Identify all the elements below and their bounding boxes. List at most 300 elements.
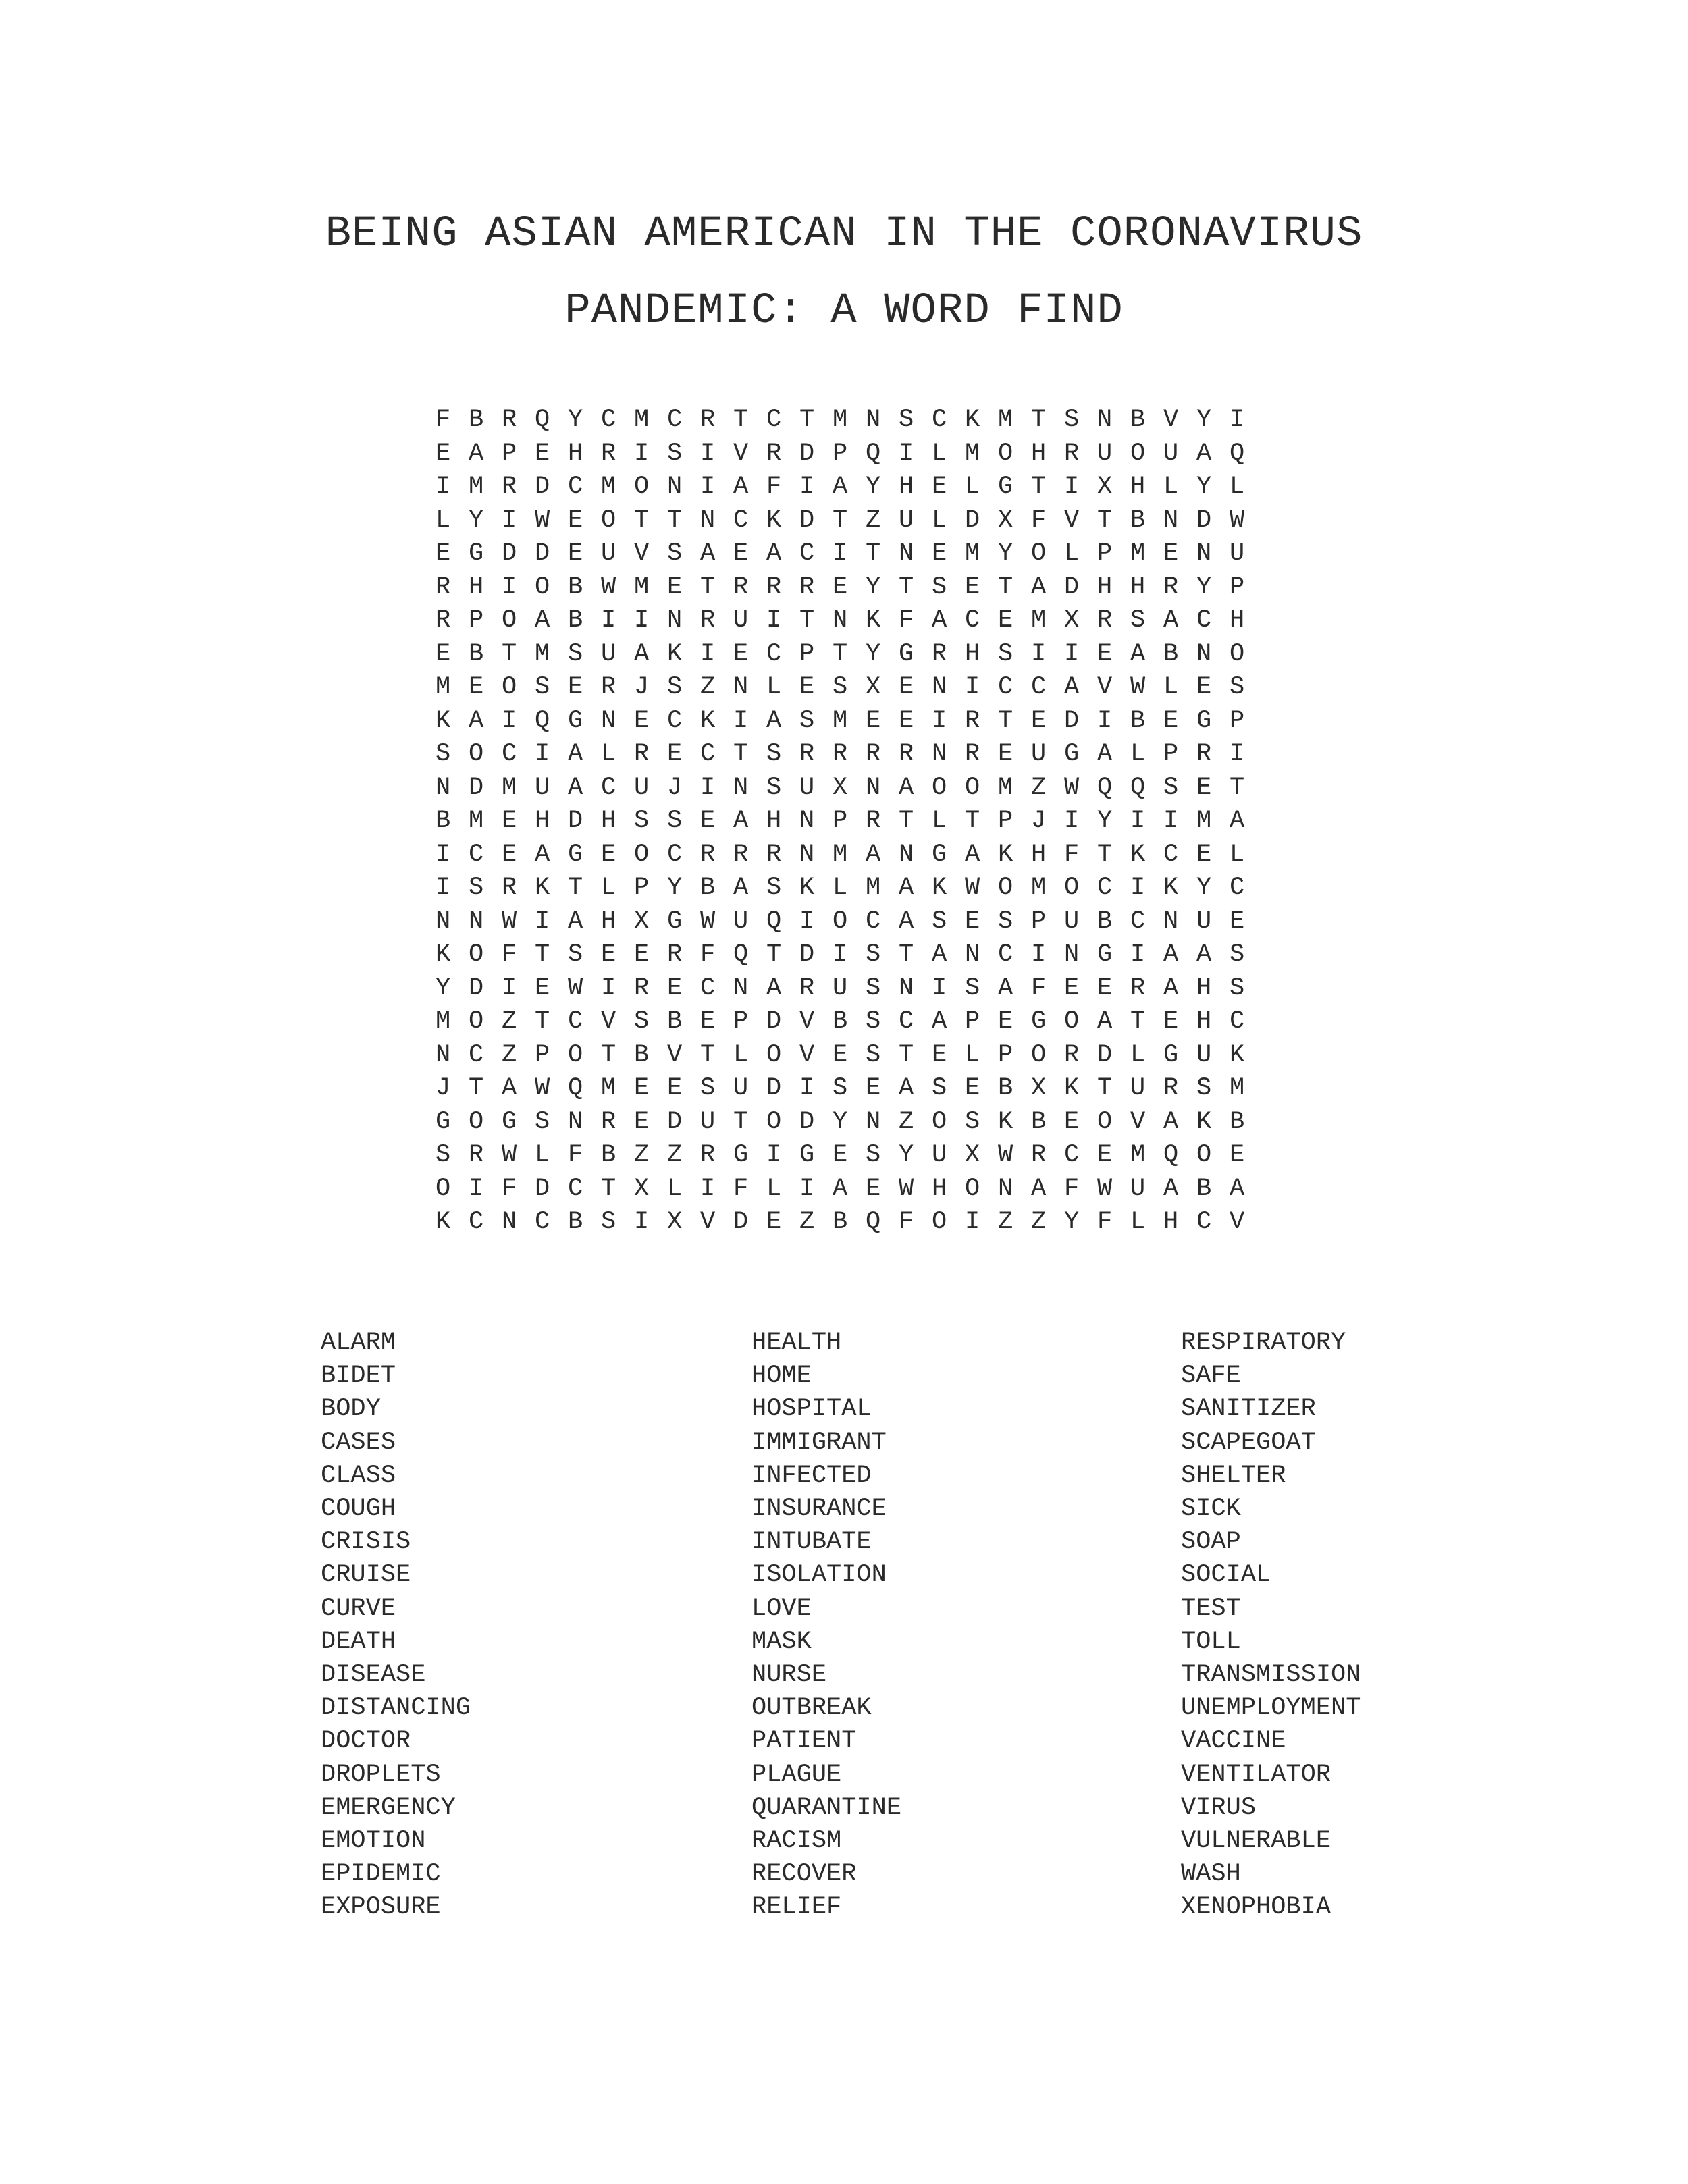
- grid-letter: I: [700, 773, 716, 802]
- grid-letter: C: [568, 1007, 583, 1036]
- grid-letter: A: [1196, 940, 1212, 969]
- word-list-item: OUTBREAK: [751, 1694, 872, 1723]
- grid-row: [436, 1173, 1263, 1206]
- grid-letter: S: [1230, 974, 1245, 1003]
- grid-letter: B: [1130, 506, 1146, 535]
- grid-letter: E: [1064, 974, 1080, 1003]
- word-list-item: TOLL: [1181, 1627, 1241, 1656]
- grid-letter: R: [502, 874, 517, 902]
- grid-letter: A: [766, 539, 782, 568]
- grid-letter: T: [1130, 1007, 1146, 1036]
- grid-letter: E: [965, 907, 980, 936]
- grid-letter: N: [899, 974, 914, 1003]
- grid-letter: I: [965, 673, 980, 701]
- grid-letter: I: [833, 539, 848, 568]
- grid-row: [436, 705, 1263, 739]
- grid-letter: C: [1031, 673, 1047, 701]
- grid-letter: D: [502, 539, 517, 568]
- grid-letter: K: [998, 1107, 1013, 1136]
- grid-letter: O: [535, 572, 550, 602]
- grid-letter: G: [799, 1141, 815, 1169]
- grid-letter: T: [998, 572, 1013, 602]
- grid-letter: I: [932, 974, 947, 1003]
- grid-letter: I: [535, 740, 550, 768]
- grid-letter: S: [568, 940, 583, 969]
- grid-letter: E: [601, 940, 616, 969]
- grid-letter: C: [1163, 840, 1179, 869]
- grid-letter: G: [1163, 1040, 1179, 1069]
- grid-letter: O: [766, 1107, 782, 1136]
- grid-letter: U: [634, 773, 650, 802]
- grid-letter: R: [436, 606, 451, 635]
- grid-letter: U: [733, 1074, 749, 1102]
- grid-letter: E: [1196, 840, 1212, 869]
- grid-letter: X: [998, 506, 1013, 535]
- grid-letter: N: [436, 1040, 451, 1069]
- grid-letter: P: [502, 439, 517, 468]
- grid-letter: B: [833, 1007, 848, 1036]
- grid-letter: T: [700, 1040, 716, 1069]
- grid-letter: H: [601, 807, 616, 835]
- grid-letter: X: [833, 773, 848, 802]
- word-list-item: RESPIRATORY: [1181, 1329, 1346, 1357]
- grid-letter: K: [1196, 1107, 1212, 1136]
- grid-letter: T: [899, 1040, 914, 1069]
- grid-letter: F: [502, 1174, 517, 1203]
- grid-letter: Z: [634, 1141, 650, 1169]
- grid-letter: E: [733, 539, 749, 568]
- grid-letter: Y: [1196, 572, 1212, 602]
- grid-letter: X: [1031, 1074, 1047, 1102]
- grid-letter: E: [1196, 673, 1212, 701]
- grid-letter: N: [1163, 506, 1179, 535]
- grid-letter: G: [733, 1141, 749, 1169]
- grid-letter: E: [866, 706, 881, 735]
- grid-letter: W: [601, 572, 616, 602]
- grid-letter: E: [1064, 1107, 1080, 1136]
- grid-letter: Y: [866, 572, 881, 602]
- grid-letter: A: [932, 1007, 947, 1036]
- grid-letter: G: [469, 539, 484, 568]
- grid-letter: I: [1064, 639, 1080, 668]
- grid-letter: G: [932, 840, 947, 869]
- grid-letter: M: [833, 706, 848, 735]
- grid-letter: Q: [866, 1208, 881, 1236]
- grid-letter: O: [1031, 539, 1047, 568]
- grid-letter: V: [1230, 1208, 1245, 1236]
- grid-letter: U: [799, 773, 815, 802]
- grid-letter: H: [1163, 1208, 1179, 1236]
- grid-letter: B: [436, 807, 451, 835]
- grid-letter: F: [899, 1208, 914, 1236]
- grid-letter: C: [502, 740, 517, 768]
- grid-letter: C: [1196, 1208, 1212, 1236]
- grid-letter: Q: [866, 439, 881, 468]
- grid-letter: I: [1130, 940, 1146, 969]
- grid-letter: B: [1031, 1107, 1047, 1136]
- grid-letter: T: [667, 506, 683, 535]
- grid-letter: M: [998, 773, 1013, 802]
- grid-letter: I: [601, 974, 616, 1003]
- grid-letter: W: [1130, 673, 1146, 701]
- grid-letter: Y: [998, 539, 1013, 568]
- grid-letter: G: [436, 1107, 451, 1136]
- grid-letter: O: [469, 740, 484, 768]
- grid-letter: Z: [667, 1141, 683, 1169]
- grid-letter: D: [1064, 706, 1080, 735]
- grid-letter: C: [1230, 874, 1245, 902]
- word-list-item: XENOPHOBIA: [1181, 1893, 1331, 1922]
- grid-letter: H: [535, 807, 550, 835]
- grid-letter: R: [1064, 1040, 1080, 1069]
- grid-letter: R: [667, 940, 683, 969]
- grid-letter: K: [436, 940, 451, 969]
- grid-letter: I: [502, 974, 517, 1003]
- grid-letter: H: [1031, 439, 1047, 468]
- grid-letter: P: [1031, 907, 1047, 936]
- grid-letter: E: [965, 572, 980, 602]
- grid-letter: D: [799, 439, 815, 468]
- grid-letter: O: [766, 1040, 782, 1069]
- grid-letter: N: [932, 673, 947, 701]
- grid-letter: O: [469, 1007, 484, 1036]
- grid-letter: E: [932, 539, 947, 568]
- grid-letter: L: [932, 439, 947, 468]
- grid-letter: D: [568, 807, 583, 835]
- grid-letter: R: [502, 473, 517, 501]
- word-list-item: TRANSMISSION: [1181, 1661, 1361, 1690]
- grid-letter: R: [1196, 740, 1212, 768]
- grid-letter: E: [634, 1074, 650, 1102]
- grid-letter: W: [899, 1174, 914, 1203]
- grid-letter: U: [700, 1107, 716, 1136]
- grid-letter: Y: [1064, 1208, 1080, 1236]
- grid-letter: C: [667, 840, 683, 869]
- grid-letter: H: [932, 1174, 947, 1203]
- grid-letter: I: [469, 1174, 484, 1203]
- grid-letter: Y: [1196, 473, 1212, 501]
- grid-letter: C: [965, 606, 980, 635]
- grid-letter: C: [899, 1007, 914, 1036]
- grid-letter: A: [535, 606, 550, 635]
- grid-letter: G: [998, 473, 1013, 501]
- grid-letter: M: [436, 673, 451, 701]
- grid-letter: N: [733, 673, 749, 701]
- grid-letter: N: [833, 606, 848, 635]
- grid-letter: D: [733, 1208, 749, 1236]
- grid-letter: R: [799, 572, 815, 602]
- grid-letter: B: [700, 874, 716, 902]
- grid-letter: N: [799, 807, 815, 835]
- grid-row: [436, 571, 1263, 605]
- word-list-item: VIRUS: [1181, 1793, 1257, 1822]
- grid-letter: D: [766, 1007, 782, 1036]
- word-list-item: CASES: [321, 1428, 396, 1457]
- grid-letter: Z: [1031, 773, 1047, 802]
- grid-letter: O: [932, 1107, 947, 1136]
- grid-letter: S: [998, 639, 1013, 668]
- grid-letter: Z: [1031, 1208, 1047, 1236]
- grid-letter: C: [601, 773, 616, 802]
- grid-letter: E: [667, 974, 683, 1003]
- grid-letter: P: [1097, 539, 1113, 568]
- grid-letter: E: [866, 1074, 881, 1102]
- grid-letter: C: [1097, 874, 1113, 902]
- grid-letter: R: [799, 974, 815, 1003]
- word-list-item: COUGH: [321, 1495, 396, 1524]
- grid-letter: F: [568, 1141, 583, 1169]
- grid-letter: K: [667, 639, 683, 668]
- grid-letter: R: [1064, 439, 1080, 468]
- grid-letter: N: [965, 940, 980, 969]
- grid-letter: N: [1064, 940, 1080, 969]
- grid-letter: A: [733, 874, 749, 902]
- grid-letter: L: [535, 1141, 550, 1169]
- grid-letter: G: [1031, 1007, 1047, 1036]
- grid-letter: B: [634, 1040, 650, 1069]
- grid-letter: E: [634, 706, 650, 735]
- grid-letter: L: [1130, 1040, 1146, 1069]
- grid-letter: T: [1097, 840, 1113, 869]
- grid-letter: N: [502, 1208, 517, 1236]
- grid-letter: H: [1097, 572, 1113, 602]
- grid-letter: T: [634, 506, 650, 535]
- grid-letter: E: [634, 940, 650, 969]
- grid-letter: C: [568, 473, 583, 501]
- grid-letter: K: [1163, 874, 1179, 902]
- grid-letter: K: [700, 706, 716, 735]
- grid-letter: E: [700, 807, 716, 835]
- grid-letter: U: [1097, 439, 1113, 468]
- grid-letter: Y: [866, 639, 881, 668]
- grid-letter: L: [932, 506, 947, 535]
- grid-letter: R: [634, 740, 650, 768]
- grid-letter: I: [1230, 740, 1245, 768]
- word-list-item: EMERGENCY: [321, 1793, 456, 1822]
- grid-letter: Z: [700, 673, 716, 701]
- grid-letter: R: [601, 673, 616, 701]
- grid-letter: O: [1130, 439, 1146, 468]
- grid-letter: L: [1130, 1208, 1146, 1236]
- grid-letter: O: [601, 506, 616, 535]
- grid-letter: I: [833, 940, 848, 969]
- grid-letter: C: [700, 740, 716, 768]
- grid-letter: S: [667, 807, 683, 835]
- grid-letter: R: [965, 740, 980, 768]
- grid-letter: G: [1196, 706, 1212, 735]
- grid-letter: T: [866, 539, 881, 568]
- grid-letter: D: [766, 1074, 782, 1102]
- grid-letter: R: [601, 1107, 616, 1136]
- grid-letter: E: [1230, 907, 1245, 936]
- word-list-item: SAFE: [1181, 1362, 1241, 1391]
- grid-letter: Q: [1130, 773, 1146, 802]
- grid-letter: L: [601, 740, 616, 768]
- grid-letter: W: [535, 1074, 550, 1102]
- grid-letter: O: [998, 874, 1013, 902]
- grid-letter: U: [1196, 907, 1212, 936]
- grid-letter: T: [1097, 1074, 1113, 1102]
- word-list-item: SOCIAL: [1181, 1561, 1271, 1590]
- grid-letter: A: [1031, 572, 1047, 602]
- grid-letter: X: [667, 1208, 683, 1236]
- grid-letter: G: [667, 907, 683, 936]
- grid-letter: P: [833, 807, 848, 835]
- grid-row: [436, 1005, 1263, 1039]
- grid-letter: A: [1163, 606, 1179, 635]
- word-list-item: EMOTION: [321, 1827, 426, 1856]
- grid-row: [436, 938, 1263, 972]
- word-list-item: CRISIS: [321, 1528, 411, 1557]
- grid-letter: V: [634, 539, 650, 568]
- grid-letter: N: [700, 506, 716, 535]
- grid-letter: I: [1064, 807, 1080, 835]
- word-list-item: NURSE: [751, 1661, 827, 1690]
- grid-letter: O: [833, 907, 848, 936]
- word-list-item: TEST: [1181, 1594, 1241, 1623]
- word-list-item: VENTILATOR: [1181, 1760, 1331, 1789]
- grid-letter: M: [469, 807, 484, 835]
- grid-row: [436, 972, 1263, 1006]
- grid-letter: J: [1031, 807, 1047, 835]
- grid-letter: W: [998, 1141, 1013, 1169]
- grid-letter: X: [1097, 473, 1113, 501]
- grid-letter: O: [1031, 1040, 1047, 1069]
- grid-letter: A: [469, 439, 484, 468]
- grid-letter: S: [866, 974, 881, 1003]
- grid-letter: I: [899, 439, 914, 468]
- grid-letter: A: [568, 907, 583, 936]
- grid-letter: A: [568, 740, 583, 768]
- grid-letter: N: [899, 539, 914, 568]
- grid-letter: C: [766, 406, 782, 434]
- grid-letter: A: [1163, 940, 1179, 969]
- grid-letter: Y: [833, 1107, 848, 1136]
- grid-letter: L: [932, 807, 947, 835]
- grid-letter: D: [965, 506, 980, 535]
- grid-letter: G: [568, 840, 583, 869]
- grid-row: [436, 772, 1263, 805]
- grid-letter: V: [799, 1007, 815, 1036]
- grid-letter: U: [1064, 907, 1080, 936]
- grid-letter: T: [965, 807, 980, 835]
- grid-letter: O: [1097, 1107, 1113, 1136]
- word-list-item: BIDET: [321, 1362, 396, 1391]
- grid-letter: V: [667, 1040, 683, 1069]
- grid-letter: N: [866, 406, 881, 434]
- grid-letter: E: [634, 1107, 650, 1136]
- word-list-item: CRUISE: [321, 1561, 411, 1590]
- grid-letter: C: [601, 406, 616, 434]
- grid-letter: H: [1196, 1007, 1212, 1036]
- grid-letter: Z: [899, 1107, 914, 1136]
- grid-letter: Y: [1196, 874, 1212, 902]
- grid-letter: H: [1130, 473, 1146, 501]
- grid-letter: O: [965, 1174, 980, 1203]
- grid-letter: E: [998, 1007, 1013, 1036]
- grid-letter: B: [667, 1007, 683, 1036]
- grid-letter: S: [965, 974, 980, 1003]
- word-list-item: PLAGUE: [751, 1760, 842, 1789]
- grid-letter: M: [866, 874, 881, 902]
- grid-letter: Q: [535, 706, 550, 735]
- grid-letter: V: [700, 1208, 716, 1236]
- grid-letter: L: [965, 473, 980, 501]
- grid-letter: S: [766, 740, 782, 768]
- grid-letter: R: [700, 840, 716, 869]
- grid-letter: U: [1130, 1174, 1146, 1203]
- grid-letter: T: [601, 1174, 616, 1203]
- word-list-item: WASH: [1181, 1860, 1241, 1889]
- word-list-item: DISTANCING: [321, 1694, 471, 1723]
- grid-letter: A: [766, 706, 782, 735]
- grid-letter: D: [469, 974, 484, 1003]
- grid-row: [436, 838, 1263, 872]
- grid-letter: Q: [535, 406, 550, 434]
- grid-letter: E: [667, 572, 683, 602]
- grid-letter: D: [1196, 506, 1212, 535]
- grid-letter: C: [1196, 606, 1212, 635]
- grid-letter: R: [932, 639, 947, 668]
- grid-letter: R: [1163, 572, 1179, 602]
- grid-letter: B: [1130, 406, 1146, 434]
- grid-letter: U: [1196, 1040, 1212, 1069]
- grid-letter: H: [568, 439, 583, 468]
- grid-letter: P: [469, 606, 484, 635]
- grid-letter: K: [998, 840, 1013, 869]
- grid-letter: I: [700, 1174, 716, 1203]
- grid-letter: B: [1163, 639, 1179, 668]
- grid-letter: T: [733, 1107, 749, 1136]
- grid-row: [436, 437, 1263, 471]
- grid-letter: E: [535, 974, 550, 1003]
- grid-letter: E: [833, 572, 848, 602]
- grid-letter: B: [469, 639, 484, 668]
- grid-row: [436, 805, 1263, 838]
- word-list-column-2: [751, 1327, 901, 1925]
- grid-letter: N: [899, 840, 914, 869]
- grid-letter: O: [469, 940, 484, 969]
- word-list-item: INSURANCE: [751, 1495, 887, 1524]
- grid-letter: M: [1196, 807, 1212, 835]
- grid-letter: K: [932, 874, 947, 902]
- grid-letter: E: [1163, 706, 1179, 735]
- word-list-item: DISEASE: [321, 1661, 426, 1690]
- grid-letter: E: [866, 1174, 881, 1203]
- grid-letter: F: [1064, 1174, 1080, 1203]
- word-list-item: SICK: [1181, 1495, 1241, 1524]
- grid-letter: N: [733, 773, 749, 802]
- grid-letter: Y: [1097, 807, 1113, 835]
- grid-letter: V: [601, 1007, 616, 1036]
- grid-letter: P: [833, 439, 848, 468]
- grid-letter: N: [866, 1107, 881, 1136]
- grid-letter: K: [799, 874, 815, 902]
- grid-letter: I: [535, 907, 550, 936]
- grid-letter: A: [1163, 1174, 1179, 1203]
- word-list-item: RACISM: [751, 1827, 842, 1856]
- grid-letter: A: [1031, 1174, 1047, 1203]
- grid-letter: O: [932, 1208, 947, 1236]
- grid-letter: P: [799, 639, 815, 668]
- grid-letter: Q: [1230, 439, 1245, 468]
- grid-letter: T: [1230, 773, 1245, 802]
- grid-letter: I: [766, 606, 782, 635]
- grid-letter: B: [1230, 1107, 1245, 1136]
- grid-letter: S: [998, 907, 1013, 936]
- grid-letter: T: [502, 639, 517, 668]
- word-list-item: CURVE: [321, 1594, 396, 1623]
